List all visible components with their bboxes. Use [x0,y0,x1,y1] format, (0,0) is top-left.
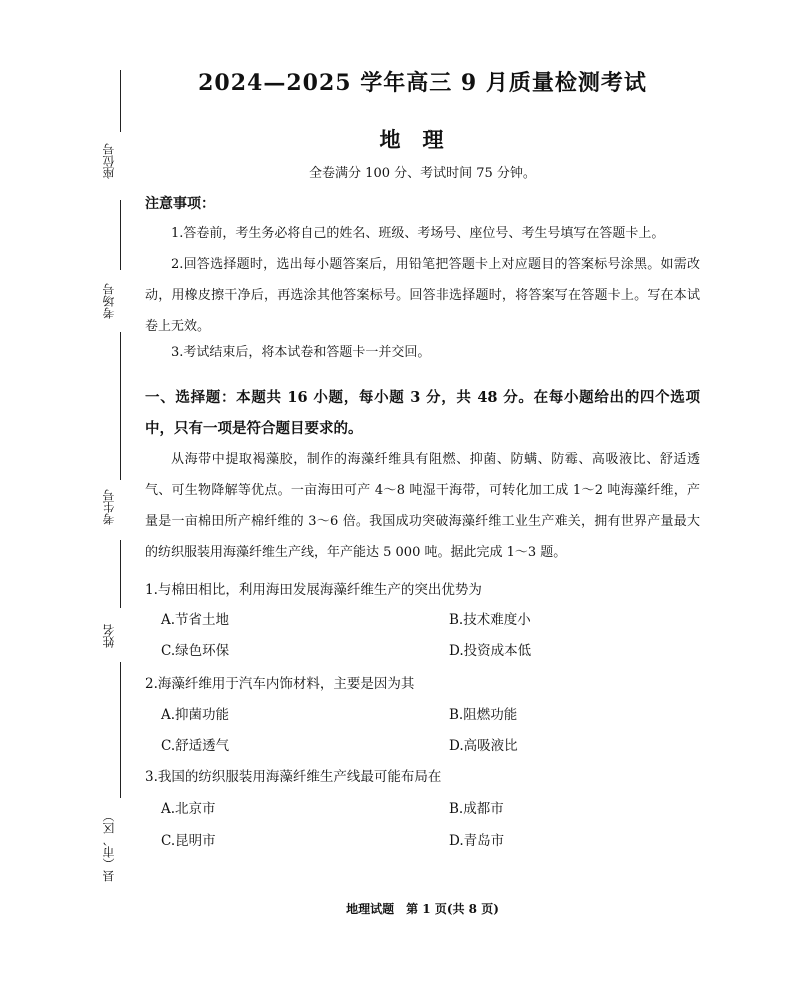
seat-label: 座位号 [102,143,116,179]
question-3-option-b[interactable]: B.成都市 [449,801,504,817]
exam-page [145,0,700,1006]
score-time-note: 全卷满分 100 分、考试时间 75 分钟。 [309,166,536,181]
binding-strip [98,70,144,882]
exam-title: 2024—2025 学年高三 9 月质量检测考试 [198,70,647,96]
question-1-option-a[interactable]: A.节省土地 [161,612,230,628]
notice-item-2: 2.回答选择题时，选出每小题答案后，用铅笔把答题卡上对应题目的答案标号涂黑。如需改动，用橡皮擦干净后，再选涂其他答案标号。回答非选择题时，将答案写在答题卡上。写在本试卷上无效。 [145,257,700,334]
question-3-option-d[interactable]: D.青岛市 [449,833,505,849]
question-3-option-a[interactable]: A.北京市 [161,801,216,817]
reading-passage: 从海带中提取褐藻胶，制作的海藻纤维具有阻燃、抑菌、防螨、防霉、高吸液比、舒适透气、可生物降解等优点。一亩海田可产 4～8 吨湿干海带，可转化加工成 1～2 吨海藻纤维，产量是一亩棉田所产棉纤维的 3～6 倍。我国成功突破海藻纤维工业生产难关，拥有世界产量最大的纺织服装用海藻纤维生产线，年产能达 5 000 吨。据此完成 1～3 题。 [145,452,700,560]
question-1-option-c[interactable]: C.绿色环保 [161,643,230,659]
question-2-option-a[interactable]: A.抑菌功能 [161,707,230,723]
question-2-option-d[interactable]: D.高吸液比 [449,738,518,754]
question-3-option-c[interactable]: C.昆明市 [161,833,216,849]
binding-line [120,540,121,608]
name-label: 姓名 [102,624,116,648]
student-id-label: 考生号 [102,489,116,525]
question-1-option-b[interactable]: B.技术难度小 [449,612,531,628]
question-1-option-d[interactable]: D.投资成本低 [449,643,532,659]
question-2-option-b[interactable]: B.阻燃功能 [449,707,518,723]
subject-title: 地理 [379,127,466,152]
county-label: 县（市、区） [102,810,116,882]
binding-line [120,332,121,480]
binding-line [120,70,121,132]
binding-line [120,200,121,270]
question-2-option-c[interactable]: C.舒适透气 [161,738,230,754]
question-2-stem: 2.海藻纤维用于汽车内饰材料，主要是因为其 [145,676,415,692]
page-footer: 地理试题 第 1 页(共 8 页) [346,902,499,916]
notice-item-1: 1.答卷前，考生务必将自己的姓名、班级、考场号、座位号、考生号填写在答题卡上。 [171,226,665,241]
notice-item-3: 3.考试结束后，将本试卷和答题卡一并交回。 [171,345,431,360]
notice-title: 注意事项： [145,196,215,212]
question-1-stem: 1.与棉田相比，利用海田发展海藻纤维生产的突出优势为 [145,582,482,598]
binding-line [120,662,121,798]
section-heading: 一、选择题：本题共 16 小题，每小题 3 分，共 48 分。在每小题给出的四个选项中，只有一项是符合题目要求的。 [145,389,700,437]
question-3-stem: 3.我国的纺织服装用海藻纤维生产线最可能布局在 [145,769,442,785]
room-label: 考场号 [102,283,116,319]
